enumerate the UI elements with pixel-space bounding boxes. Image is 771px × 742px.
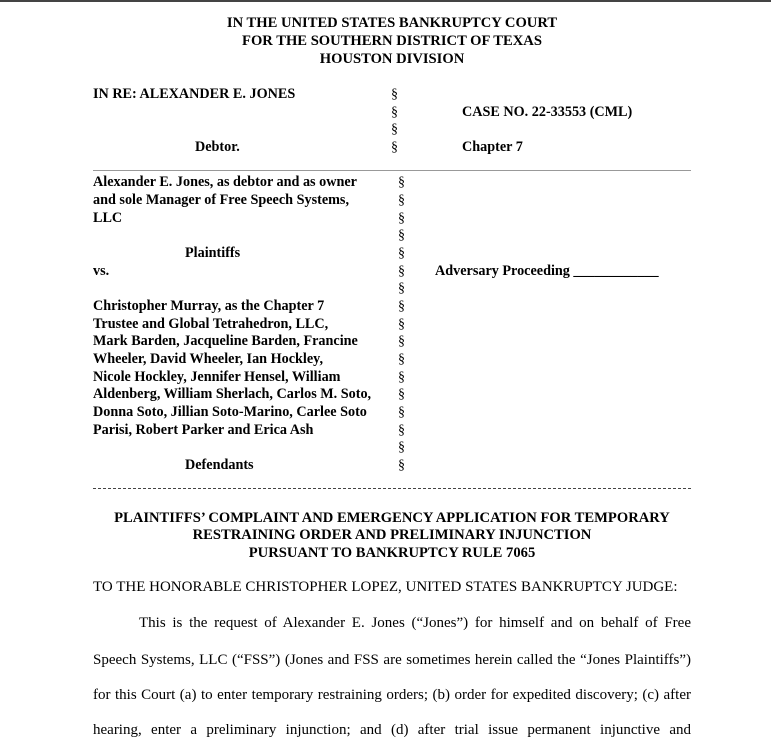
section-symbol: §: [398, 440, 405, 455]
court-name: IN THE UNITED STATES BANKRUPTCY COURT: [226, 15, 558, 31]
section-symbol: §: [398, 264, 405, 279]
document-title: PURSUANT TO BANKRUPTCY RULE 7065: [248, 545, 536, 561]
section-symbol: §: [398, 387, 405, 402]
case-number: CASE NO. 22-33553 (CML): [462, 104, 633, 120]
section-symbol: §: [398, 352, 405, 367]
defendant-line: Mark Barden, Jacqueline Barden, Francine: [93, 333, 358, 349]
court-district: FOR THE SOUTHERN DISTRICT OF TEXAS: [242, 33, 542, 49]
debtor-label: Debtor.: [195, 139, 240, 155]
section-symbol: §: [398, 299, 405, 314]
defendant-line: Parisi, Robert Parker and Erica Ash: [93, 422, 314, 438]
section-symbol: §: [398, 405, 405, 420]
section-symbol: §: [398, 246, 405, 261]
chapter-label: Chapter 7: [462, 139, 523, 155]
plaintiff-line: and sole Manager of Free Speech Systems,: [93, 192, 350, 208]
section-symbol: §: [391, 140, 398, 155]
adversary-proceeding-label: Adversary Proceeding ____________: [435, 263, 659, 279]
section-symbol: §: [398, 281, 405, 296]
document-title: RESTRAINING ORDER AND PRELIMINARY INJUNCTION: [192, 527, 592, 543]
body-line: Speech Systems, LLC (“FSS”) (Jones and FSS are sometimes herein called the “Jones Plaintiffs”): [93, 652, 691, 668]
section-symbol: §: [391, 87, 398, 102]
section-symbol: §: [398, 458, 405, 473]
section-symbol: §: [398, 317, 405, 332]
defendant-line: Aldenberg, William Sherlach, Carlos M. Soto,: [93, 386, 372, 402]
section-symbol: §: [391, 105, 398, 120]
body-line: hearing, enter a preliminary injunction; and (d) after trial issue permanent injunctive and: [93, 722, 691, 738]
section-symbol: §: [398, 423, 405, 438]
versus-label: vs.: [93, 263, 110, 279]
caption-bottom-divider: [93, 488, 691, 489]
body-line: This is the request of Alexander E. Jones (“Jones”) for himself and on behalf of Free: [139, 615, 691, 631]
section-symbol: §: [398, 228, 405, 243]
salutation: TO THE HONORABLE CHRISTOPHER LOPEZ, UNITED STATES BANKRUPTCY JUDGE:: [93, 579, 678, 595]
document-title: PLAINTIFFS’ COMPLAINT AND EMERGENCY APPLICATION FOR TEMPORARY: [114, 510, 670, 526]
defendants-label: Defendants: [185, 457, 254, 473]
court-division: HOUSTON DIVISION: [319, 51, 465, 67]
body-line: for this Court (a) to enter temporary restraining orders; (b) order for expedited discovery; (c) after: [93, 687, 691, 703]
plaintiffs-label: Plaintiffs: [185, 245, 241, 261]
section-symbol: §: [391, 122, 398, 137]
defendant-line: Nicole Hockley, Jennifer Hensel, William: [93, 369, 341, 385]
defendant-line: Trustee and Global Tetrahedron, LLC,: [93, 316, 329, 332]
plaintiff-line: LLC: [93, 210, 123, 226]
section-symbol: §: [398, 211, 405, 226]
defendant-line: Christopher Murray, as the Chapter 7: [93, 298, 325, 314]
plaintiff-line: Alexander E. Jones, as debtor and as owner: [93, 174, 357, 190]
defendant-line: Wheeler, David Wheeler, Ian Hockley,: [93, 351, 324, 367]
caption-divider: [93, 170, 691, 171]
section-symbol: §: [398, 175, 405, 190]
section-symbol: §: [398, 370, 405, 385]
in-re-line: IN RE: ALEXANDER E. JONES: [93, 86, 296, 102]
defendant-line: Donna Soto, Jillian Soto-Marino, Carlee Soto: [93, 404, 367, 420]
section-symbol: §: [398, 334, 405, 349]
section-symbol: §: [398, 193, 405, 208]
page-top-border: [0, 0, 771, 2]
